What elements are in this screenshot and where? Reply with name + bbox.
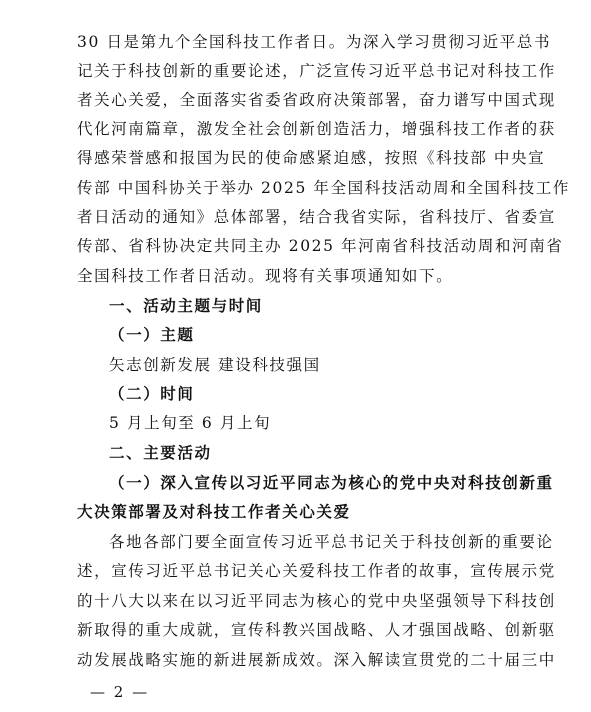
body-text-line: 述，宣传习近平总书记关心关爱科技工作者的故事，宣传展示党 [77, 562, 556, 580]
body-text-line: 者日活动的通知》总体部署，结合我省实际，省科技厅、省委宣 [77, 208, 556, 226]
section-heading: 二、主要活动 [109, 443, 212, 462]
body-text-line: 全国科技工作者日活动。现将有关事项通知如下。 [77, 267, 454, 285]
body-text-line: 代化河南篇章，激发全社会创新创造活力，增强科技工作者的获 [77, 120, 556, 138]
body-text-line: 传部 中国科协关于举办 2025 年全国科技活动周和全国科技工作 [77, 179, 570, 197]
body-text-line: 得感荣誉感和报国为民的使命感紧迫感，按照《科技部 中央宣 [77, 149, 546, 167]
body-text-line: 的十八大以来在以习近平同志为核心的党中央坚强领导下科技创 [77, 592, 556, 610]
page-number: — 2 — [90, 683, 150, 701]
body-text-line: 各地各部门要全面宣传习近平总书记关于科技创新的重要论 [109, 533, 554, 551]
time-text: 5 月上旬至 6 月上旬 [109, 414, 272, 432]
subsection-heading: （二）时间 [109, 384, 195, 403]
section-heading: 一、活动主题与时间 [109, 296, 263, 315]
body-text-line: 30 日是第九个全国科技工作者日。为深入学习贯彻习近平总书 [77, 33, 552, 51]
body-text-line: 新取得的重大成就，宣传科教兴国战略、人才强国战略、创新驱 [77, 621, 556, 639]
subsection-heading: （一）主题 [109, 325, 195, 344]
subsection-heading-continued: 大决策部署及对科技工作者关心关爱 [77, 502, 351, 521]
body-text-line: 记关于科技创新的重要论述，广泛宣传习近平总书记对科技工作 [77, 62, 556, 80]
body-text-line: 传部、省科协决定共同主办 2025 年河南省科技活动周和河南省 [77, 237, 564, 255]
subsection-heading: （一）深入宣传以习近平同志为核心的党中央对科技创新重 [109, 473, 554, 492]
body-text-line: 动发展战略实施的新进展新成效。深入解读宣贯党的二十届三中 [77, 651, 556, 669]
body-text-line: 者关心关爱，全面落实省委省政府决策部署，奋力谱写中国式现 [77, 91, 556, 109]
theme-text: 矢志创新发展 建设科技强国 [109, 356, 321, 374]
